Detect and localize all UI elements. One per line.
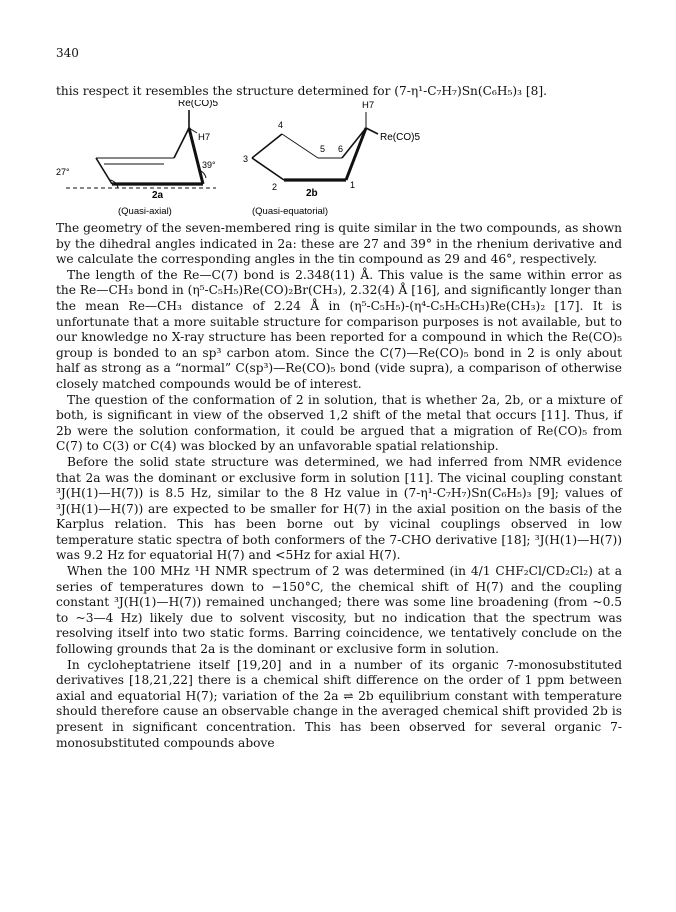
structure-2b	[252, 112, 378, 180]
paragraph-bond-length: The length of the Re—C(7) bond is 2.348(11) Å. This value is the same within error as the Re—CH₃ bond in (η⁵-C₅H₅)Re(CO)₂Br(CH₃), 2.32(4) Å [16], and significantly longer than the mean Re—CH₃ distance of 2.24 Å in (η⁵-C₅H₅)-(η⁴-C₅H₅CH₃)Re(CH₃)₂ [17]. It is unfortunate that a more suitable structure for comparison purposes is not available, but to our knowledge no X-ray structure has been reported for a compound in which the Re(CO)₅ group is bonded to an sp³ carbon atom. Since the C(7)—Re(CO)₅ bond in 2 is only about half as strong as a “normal” C(sp³)—Re(CO)₅ bond (vide supra), a comparison of otherwise closely matched compounds would be of interest.	[56, 267, 622, 391]
structure-2a	[66, 110, 216, 188]
bond-2a-right-up	[174, 128, 189, 158]
label-2b-num6: 6	[338, 144, 344, 154]
intro-line: this respect it resembles the structure determined for (7-η¹-C₇H₇)Sn(C₆H₅)₃ [8].	[56, 84, 548, 98]
caption-2a: (Quasi-axial)	[118, 206, 172, 217]
label-2b-num3: 3	[243, 154, 249, 164]
label-2b-h: H7	[362, 100, 375, 111]
structure-figure	[56, 100, 622, 224]
paragraph-nmr-evidence: Before the solid state structure was determined, we had inferred from NMR evidence that 2a was the dominant or exclusive form in solution [11]. The vicinal coupling constant ³J(H(1)—H(7)) is 8.5 Hz, similar to the 8 Hz value in (7-η¹-C₇H₇)Sn(C₆H₅)₃ [9]; values of ³J(H(1)—H(7)) are expected to be smaller for H(7) in the axial position on the basis of the Karplus relation. This has been borne out by vicinal couplings observed in low temperature static spectra of both conformers of the 7-CHO derivative [18]; ³J(H(1)—H(7)) was 9.2 Hz for equatorial H(7) and <5Hz for axial H(7).	[56, 454, 622, 563]
label-2a-re: Re(CO)5	[178, 100, 219, 109]
intro-text	[56, 84, 622, 100]
paragraph-nmr-spectrum: When the 100 MHz ¹H NMR spectrum of 2 was determined (in 4/1 CHF₂Cl/CD₂Cl₂) at a series of temperatures down to −150°C, the chemical shift of H(7) and the coupling constant ³J(H(1)—H(7)) remained unchanged; there was some line broadening (from ~0.5 to ~3—4 Hz) likely due to solvent viscosity, but no indication that the spectrum was resolving itself into two static forms. Barring coincidence, we tentatively conclude on the following grounds that 2a is the dominant or exclusive form in solution.	[56, 564, 622, 657]
label-2b-re: Re(CO)5	[380, 132, 421, 143]
paragraph-geometry: The geometry of the seven-membered ring is quite similar in the two compounds, as shown by the dihedral angles indicated in 2a: these are 27 and 39° in the rhenium derivative and we calculate the corresponding angles in the tin compound as 29 and 46°, respectively.	[56, 221, 622, 267]
bond-2b-1-7	[346, 128, 366, 180]
structure-diagram	[56, 100, 622, 224]
caption-2b: (Quasi-equatorial)	[252, 206, 329, 217]
body-text	[56, 221, 622, 751]
paragraph-conformation: The question of the conformation of 2 in solution, that is whether 2a, 2b, or a mixture of both, is significant in view of the observed 1,2 shift of the metal that occurs [11]. Thus, if 2b were the solution conformation, it could be argued that a migration of Re(CO)₅ from C(7) to C(3) or C(4) was blocked by an unfavorable spatial relationship.	[56, 392, 622, 454]
bond-2b-re	[366, 128, 378, 134]
label-2b-num2: 2	[272, 182, 278, 192]
bond-2b-6-7	[342, 128, 366, 158]
label-2a: 2a	[152, 190, 164, 201]
label-2b: 2b	[306, 188, 318, 199]
bond-2a-left	[96, 158, 112, 184]
label-2a-angle1: 27°	[56, 167, 70, 177]
paragraph-cycloheptatriene: In cycloheptatriene itself [19,20] and in a number of its organic 7-monosubstituted derivatives [18,21,22] there is a chemical shift difference on the order of 1 ppm between axial and equatorial H(7); variation of the 2a ⇌ 2b equilibrium constant with temperature should therefore cause an observable change in the averaged chemical shift provided 2b is present in significant concentration. This has been observed for several organic 7-monosubstituted compounds above	[56, 657, 622, 750]
bond-2b-3-2	[252, 158, 284, 180]
bond-2b-3-4	[252, 134, 282, 158]
label-2a-h: H7	[198, 132, 211, 143]
label-2b-num5: 5	[320, 144, 326, 154]
bond-2b-4-5	[282, 134, 318, 158]
label-2b-num4: 4	[278, 120, 284, 130]
label-2b-num1: 1	[350, 180, 356, 190]
label-2a-angle2: 39°	[202, 160, 216, 170]
page-number: 340	[56, 46, 79, 60]
